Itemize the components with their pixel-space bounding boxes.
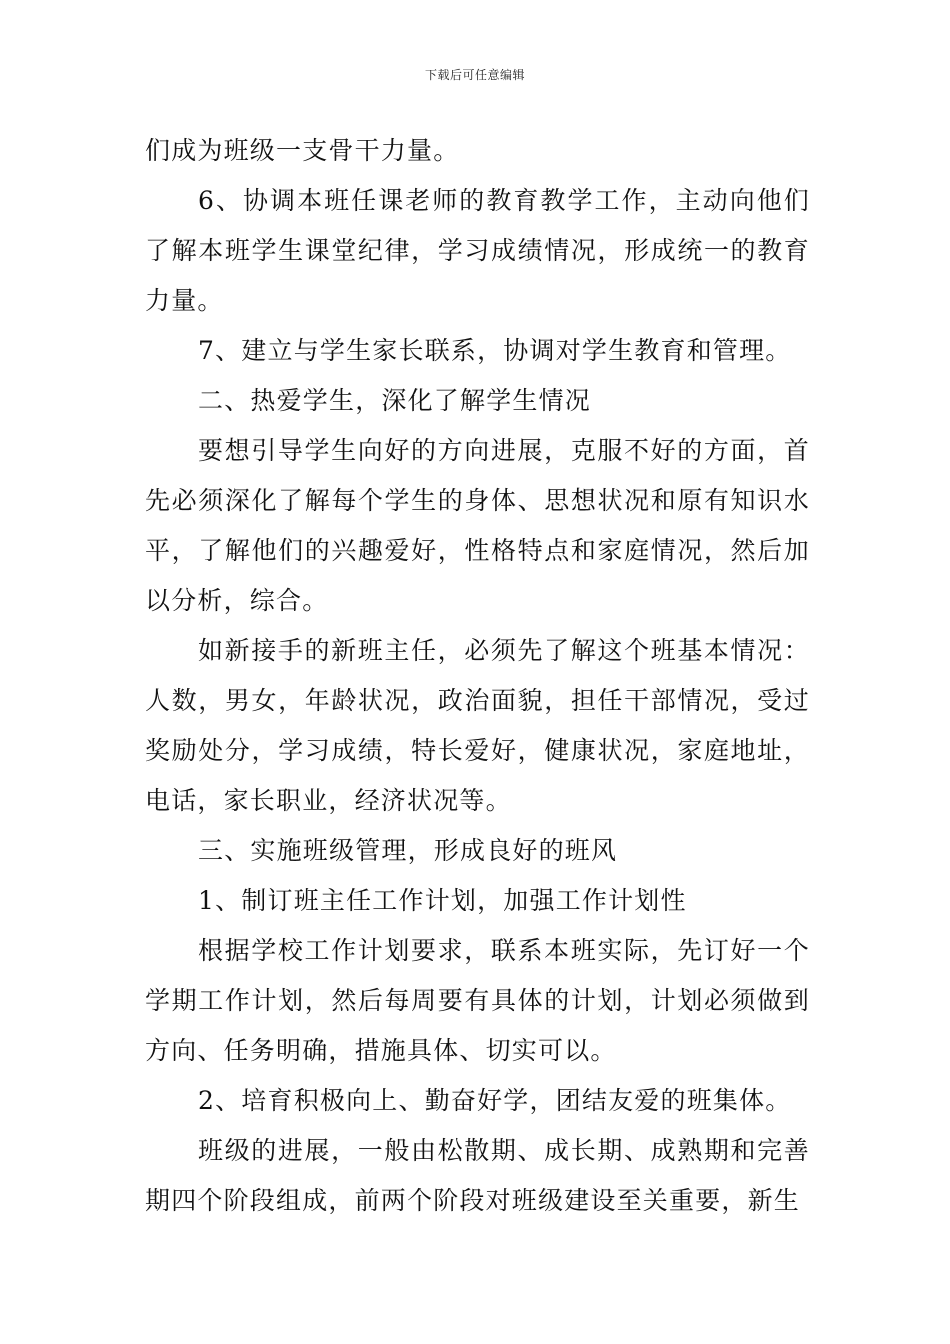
paragraph-2: 6、协调本班任课老师的教育教学工作，主动向他们了解本班学生课堂纪律，学习成绩情况，形成统一的教育力量。 bbox=[145, 186, 810, 315]
page-header: 下载后可任意编辑 bbox=[424, 68, 525, 82]
paragraph-3: 7、建立与学生家长联系，协调对学生教育和管理。 bbox=[198, 336, 792, 365]
section-heading-3: 三、实施班级管理，形成良好的班风 bbox=[198, 836, 618, 865]
paragraph-11: 班级的进展，一般由松散期、成长期、成熟期和完善期四个阶段组成，前两个阶段对班级建设至关重要，新生 bbox=[145, 1136, 810, 1215]
section-heading-2: 二、热爱学生，深化了解学生情况 bbox=[198, 386, 592, 415]
paragraph-1: 们成为班级一支骨干力量。 bbox=[145, 136, 460, 165]
document-body bbox=[145, 126, 810, 1226]
paragraph-5: 要想引导学生向好的方向进展，克服不好的方面，首先必须深化了解每个学生的身体、思想状况和原有知识水平，了解他们的兴趣爱好，性格特点和家庭情况，然后加以分析，综合。 bbox=[145, 436, 810, 615]
paragraph-9: 根据学校工作计划要求，联系本班实际，先订好一个学期工作计划，然后每周要有具体的计划，计划必须做到方向、任务明确，措施具体、切实可以。 bbox=[145, 936, 810, 1065]
subheading-1: 1、制订班主任工作计划，加强工作计划性 bbox=[198, 886, 687, 915]
paragraph-6: 如新接手的新班主任，必须先了解这个班基本情况：人数，男女，年龄状况，政治面貌，担任干部情况，受过奖励处分，学习成绩，特长爱好，健康状况，家庭地址，电话，家长职业，经济状况等。 bbox=[145, 636, 810, 815]
subheading-2: 2、培育积极向上、勤奋好学，团结友爱的班集体。 bbox=[198, 1086, 792, 1115]
